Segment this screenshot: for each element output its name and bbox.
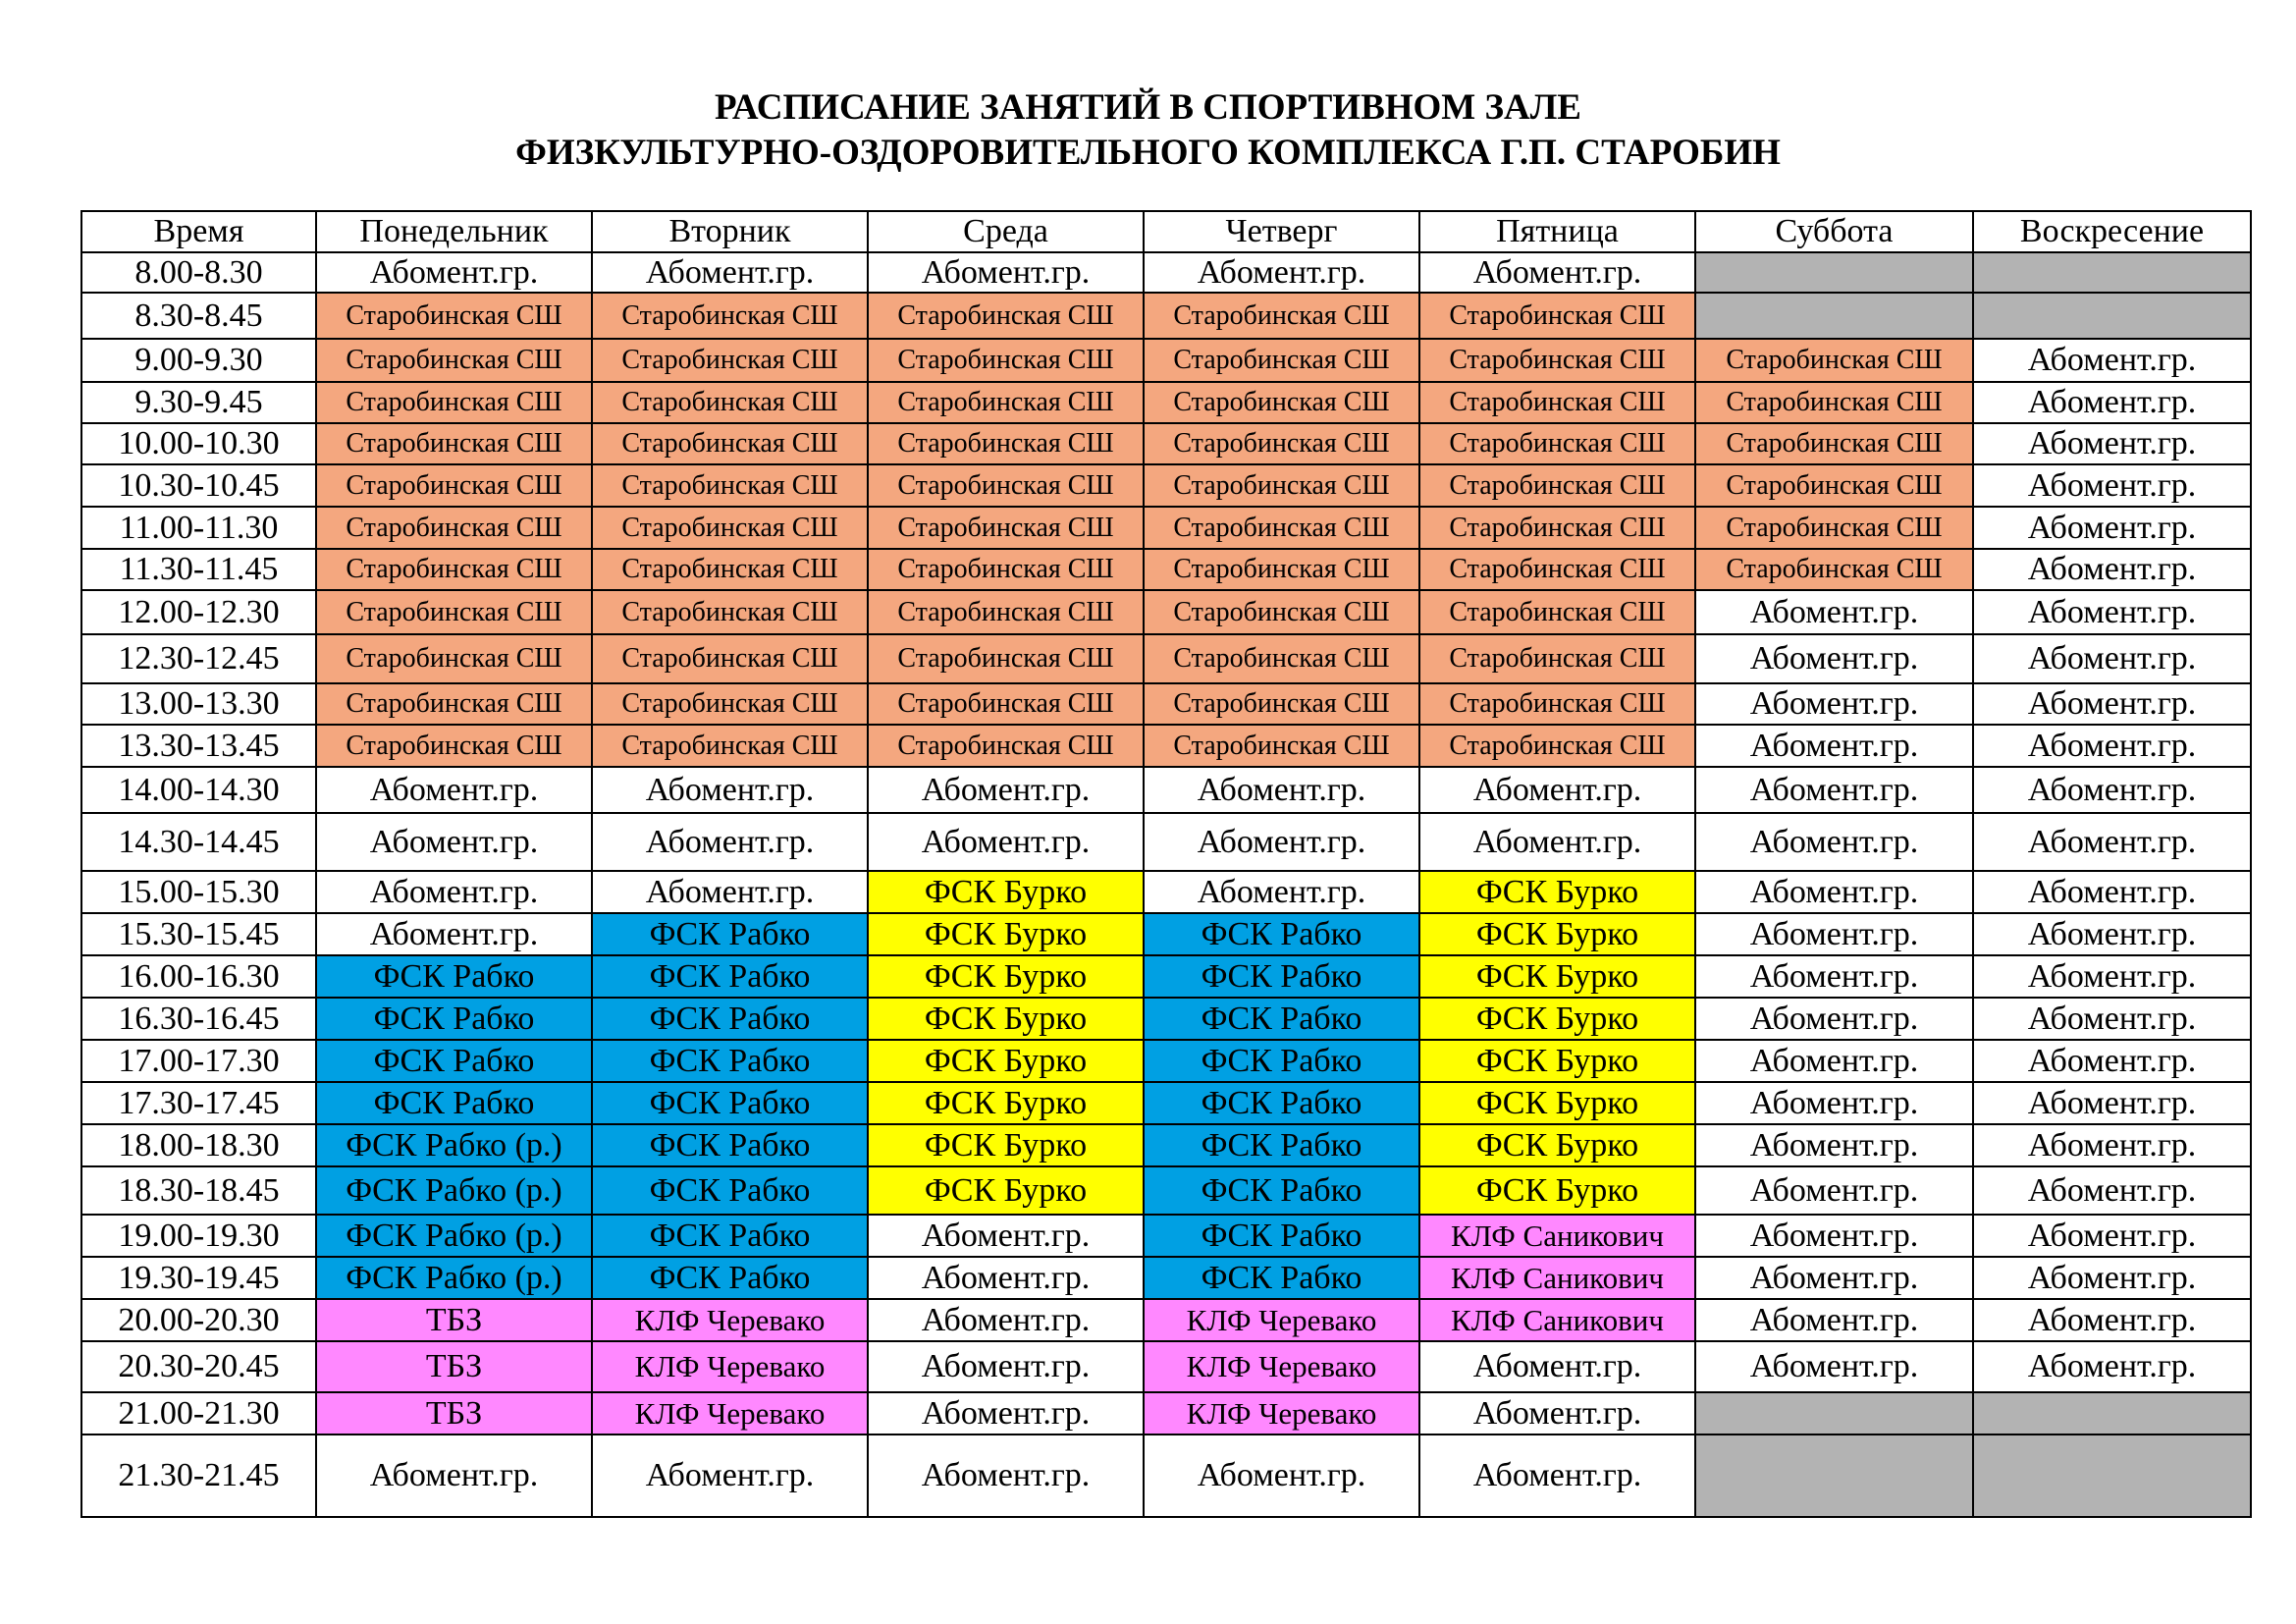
wednesday-session-cell: Абомент.гр. [868, 1215, 1144, 1257]
table-row [81, 1299, 2251, 1341]
monday-session-cell: ФСК Рабко [316, 1040, 592, 1082]
thursday-session-cell: Старобинская СШ [1144, 683, 1419, 725]
saturday-session-cell: Абомент.гр. [1695, 871, 1973, 913]
thursday-session-cell: Старобинская СШ [1144, 382, 1419, 423]
time-slot-cell: 12.30-12.45 [81, 634, 316, 683]
time-slot-cell: 14.00-14.30 [81, 767, 316, 813]
sunday-session-cell: Абомент.гр. [1973, 683, 2251, 725]
thursday-session-cell: ФСК Рабко [1144, 1040, 1419, 1082]
sunday-session-cell: Абомент.гр. [1973, 634, 2251, 683]
sunday-session-cell: Абомент.гр. [1973, 590, 2251, 634]
thursday-session-cell: Старобинская СШ [1144, 423, 1419, 464]
schedule-body [81, 252, 2251, 1517]
sunday-session-cell [1973, 252, 2251, 293]
friday-session-cell: Старобинская СШ [1419, 382, 1695, 423]
sunday-session-cell: Абомент.гр. [1973, 1040, 2251, 1082]
wednesday-session-cell: ФСК Бурко [868, 1166, 1144, 1215]
sunday-session-cell: Абомент.гр. [1973, 725, 2251, 767]
saturday-session-cell: Старобинская СШ [1695, 382, 1973, 423]
thursday-session-cell: ФСК Рабко [1144, 1124, 1419, 1166]
saturday-session-cell: Абомент.гр. [1695, 725, 1973, 767]
table-row [81, 1392, 2251, 1435]
saturday-session-cell: Абомент.гр. [1695, 634, 1973, 683]
thursday-session-cell: Старобинская СШ [1144, 549, 1419, 590]
friday-session-cell: Абомент.гр. [1419, 1341, 1695, 1392]
monday-session-cell: Старобинская СШ [316, 293, 592, 339]
monday-session-cell: Старобинская СШ [316, 507, 592, 549]
monday-session-cell: Абомент.гр. [316, 913, 592, 955]
friday-session-cell: Старобинская СШ [1419, 423, 1695, 464]
sunday-session-cell: Абомент.гр. [1973, 955, 2251, 998]
header-monday: Понедельник [316, 211, 592, 252]
time-slot-cell: 20.30-20.45 [81, 1341, 316, 1392]
monday-session-cell: ФСК Рабко [316, 955, 592, 998]
sunday-session-cell: Абомент.гр. [1973, 913, 2251, 955]
wednesday-session-cell: Старобинская СШ [868, 725, 1144, 767]
wednesday-session-cell: Абомент.гр. [868, 252, 1144, 293]
time-slot-cell: 11.30-11.45 [81, 549, 316, 590]
tuesday-session-cell: ФСК Рабко [592, 1166, 868, 1215]
tuesday-session-cell: Старобинская СШ [592, 339, 868, 382]
tuesday-session-cell: ФСК Рабко [592, 913, 868, 955]
time-slot-cell: 20.00-20.30 [81, 1299, 316, 1341]
thursday-session-cell: Старобинская СШ [1144, 590, 1419, 634]
friday-session-cell: Старобинская СШ [1419, 507, 1695, 549]
tuesday-session-cell: Абомент.гр. [592, 1435, 868, 1517]
friday-session-cell: Абомент.гр. [1419, 252, 1695, 293]
tuesday-session-cell: Абомент.гр. [592, 871, 868, 913]
thursday-session-cell: ФСК Рабко [1144, 1166, 1419, 1215]
monday-session-cell: Абомент.гр. [316, 871, 592, 913]
monday-session-cell: Абомент.гр. [316, 767, 592, 813]
tuesday-session-cell: Абомент.гр. [592, 252, 868, 293]
friday-session-cell: ФСК Бурко [1419, 998, 1695, 1040]
wednesday-session-cell: ФСК Бурко [868, 871, 1144, 913]
wednesday-session-cell: Абомент.гр. [868, 1341, 1144, 1392]
table-row [81, 813, 2251, 871]
friday-session-cell: Абомент.гр. [1419, 1435, 1695, 1517]
saturday-session-cell: Старобинская СШ [1695, 339, 1973, 382]
thursday-session-cell: КЛФ Черевако [1144, 1341, 1419, 1392]
time-slot-cell: 12.00-12.30 [81, 590, 316, 634]
table-row [81, 725, 2251, 767]
table-row [81, 634, 2251, 683]
tuesday-session-cell: ФСК Рабко [592, 1215, 868, 1257]
monday-session-cell: Старобинская СШ [316, 549, 592, 590]
table-row [81, 464, 2251, 507]
wednesday-session-cell: ФСК Бурко [868, 1040, 1144, 1082]
monday-session-cell: ТБЗ [316, 1392, 592, 1435]
time-slot-cell: 15.30-15.45 [81, 913, 316, 955]
tuesday-session-cell: Старобинская СШ [592, 507, 868, 549]
time-slot-cell: 21.00-21.30 [81, 1392, 316, 1435]
time-slot-cell: 18.00-18.30 [81, 1124, 316, 1166]
saturday-session-cell: Абомент.гр. [1695, 1040, 1973, 1082]
sunday-session-cell [1973, 1435, 2251, 1517]
thursday-session-cell: Абомент.гр. [1144, 252, 1419, 293]
saturday-session-cell: Абомент.гр. [1695, 767, 1973, 813]
tuesday-session-cell: Старобинская СШ [592, 725, 868, 767]
tuesday-session-cell: ФСК Рабко [592, 998, 868, 1040]
thursday-session-cell: КЛФ Черевако [1144, 1299, 1419, 1341]
thursday-session-cell: Старобинская СШ [1144, 725, 1419, 767]
tuesday-session-cell: ФСК Рабко [592, 1124, 868, 1166]
tuesday-session-cell: Старобинская СШ [592, 464, 868, 507]
header-thursday: Четверг [1144, 211, 1419, 252]
thursday-session-cell: ФСК Рабко [1144, 1257, 1419, 1299]
wednesday-session-cell: Старобинская СШ [868, 549, 1144, 590]
table-row [81, 1166, 2251, 1215]
thursday-session-cell: ФСК Рабко [1144, 1082, 1419, 1124]
table-row [81, 293, 2251, 339]
schedule-table [80, 210, 2252, 1518]
saturday-session-cell [1695, 1435, 1973, 1517]
tuesday-session-cell: ФСК Рабко [592, 955, 868, 998]
saturday-session-cell: Абомент.гр. [1695, 1257, 1973, 1299]
saturday-session-cell: Абомент.гр. [1695, 955, 1973, 998]
table-row [81, 252, 2251, 293]
saturday-session-cell: Абомент.гр. [1695, 1299, 1973, 1341]
saturday-session-cell: Абомент.гр. [1695, 1124, 1973, 1166]
thursday-session-cell: ФСК Рабко [1144, 998, 1419, 1040]
table-row [81, 913, 2251, 955]
tuesday-session-cell: Абомент.гр. [592, 813, 868, 871]
time-slot-cell: 16.00-16.30 [81, 955, 316, 998]
saturday-session-cell [1695, 293, 1973, 339]
table-row [81, 507, 2251, 549]
wednesday-session-cell: Старобинская СШ [868, 423, 1144, 464]
thursday-session-cell: Абомент.гр. [1144, 813, 1419, 871]
thursday-session-cell: ФСК Рабко [1144, 955, 1419, 998]
time-slot-cell: 19.00-19.30 [81, 1215, 316, 1257]
wednesday-session-cell: Старобинская СШ [868, 293, 1144, 339]
sunday-session-cell: Абомент.гр. [1973, 1299, 2251, 1341]
friday-session-cell: ФСК Бурко [1419, 1082, 1695, 1124]
tuesday-session-cell: Старобинская СШ [592, 549, 868, 590]
time-slot-cell: 9.00-9.30 [81, 339, 316, 382]
sunday-session-cell: Абомент.гр. [1973, 1257, 2251, 1299]
thursday-session-cell: Старобинская СШ [1144, 293, 1419, 339]
sunday-session-cell: Абомент.гр. [1973, 1341, 2251, 1392]
time-slot-cell: 8.30-8.45 [81, 293, 316, 339]
saturday-session-cell: Абомент.гр. [1695, 1341, 1973, 1392]
sunday-session-cell: Абомент.гр. [1973, 871, 2251, 913]
saturday-session-cell: Абомент.гр. [1695, 913, 1973, 955]
saturday-session-cell: Старобинская СШ [1695, 464, 1973, 507]
monday-session-cell: Абомент.гр. [316, 252, 592, 293]
friday-session-cell: ФСК Бурко [1419, 1124, 1695, 1166]
table-row [81, 998, 2251, 1040]
saturday-session-cell [1695, 252, 1973, 293]
table-row [81, 767, 2251, 813]
sunday-session-cell: Абомент.гр. [1973, 423, 2251, 464]
table-row [81, 1341, 2251, 1392]
time-slot-cell: 17.00-17.30 [81, 1040, 316, 1082]
monday-session-cell: Старобинская СШ [316, 725, 592, 767]
friday-session-cell: ФСК Бурко [1419, 913, 1695, 955]
sunday-session-cell: Абомент.гр. [1973, 1124, 2251, 1166]
schedule-title-line-1: РАСПИСАНИЕ ЗАНЯТИЙ В СПОРТИВНОМ ЗАЛЕ [715, 87, 1581, 128]
time-slot-cell: 13.00-13.30 [81, 683, 316, 725]
time-slot-cell: 10.00-10.30 [81, 423, 316, 464]
sunday-session-cell: Абомент.гр. [1973, 382, 2251, 423]
friday-session-cell: КЛФ Саникович [1419, 1257, 1695, 1299]
monday-session-cell: Старобинская СШ [316, 423, 592, 464]
saturday-session-cell: Абомент.гр. [1695, 998, 1973, 1040]
monday-session-cell: ТБЗ [316, 1341, 592, 1392]
table-row [81, 1082, 2251, 1124]
time-slot-cell: 11.00-11.30 [81, 507, 316, 549]
saturday-session-cell: Старобинская СШ [1695, 549, 1973, 590]
wednesday-session-cell: Старобинская СШ [868, 634, 1144, 683]
monday-session-cell: ФСК Рабко [316, 1082, 592, 1124]
table-row [81, 549, 2251, 590]
sunday-session-cell: Абомент.гр. [1973, 998, 2251, 1040]
wednesday-session-cell: Абомент.гр. [868, 1435, 1144, 1517]
thursday-session-cell: Старобинская СШ [1144, 634, 1419, 683]
tuesday-session-cell: Абомент.гр. [592, 767, 868, 813]
time-slot-cell: 14.30-14.45 [81, 813, 316, 871]
friday-session-cell: КЛФ Саникович [1419, 1215, 1695, 1257]
sunday-session-cell: Абомент.гр. [1973, 1082, 2251, 1124]
wednesday-session-cell: Старобинская СШ [868, 683, 1144, 725]
friday-session-cell: ФСК Бурко [1419, 1166, 1695, 1215]
wednesday-session-cell: Абомент.гр. [868, 1392, 1144, 1435]
friday-session-cell: Старобинская СШ [1419, 634, 1695, 683]
sunday-session-cell: Абомент.гр. [1973, 813, 2251, 871]
tuesday-session-cell: Старобинская СШ [592, 634, 868, 683]
table-row [81, 590, 2251, 634]
thursday-session-cell: Абомент.гр. [1144, 1435, 1419, 1517]
thursday-session-cell: Старобинская СШ [1144, 507, 1419, 549]
monday-session-cell: Старобинская СШ [316, 339, 592, 382]
friday-session-cell: Абомент.гр. [1419, 767, 1695, 813]
header-friday: Пятница [1419, 211, 1695, 252]
tuesday-session-cell: КЛФ Черевако [592, 1392, 868, 1435]
table-row [81, 955, 2251, 998]
wednesday-session-cell: Абомент.гр. [868, 1299, 1144, 1341]
time-slot-cell: 10.30-10.45 [81, 464, 316, 507]
header-tuesday: Вторник [592, 211, 868, 252]
thursday-session-cell: ФСК Рабко [1144, 913, 1419, 955]
sunday-session-cell [1973, 293, 2251, 339]
monday-session-cell: Старобинская СШ [316, 464, 592, 507]
table-row [81, 423, 2251, 464]
monday-session-cell: Старобинская СШ [316, 683, 592, 725]
time-slot-cell: 16.30-16.45 [81, 998, 316, 1040]
sunday-session-cell: Абомент.гр. [1973, 339, 2251, 382]
tuesday-session-cell: КЛФ Черевако [592, 1341, 868, 1392]
header-sunday: Воскресение [1973, 211, 2251, 252]
wednesday-session-cell: ФСК Бурко [868, 955, 1144, 998]
friday-session-cell: ФСК Бурко [1419, 1040, 1695, 1082]
time-slot-cell: 13.30-13.45 [81, 725, 316, 767]
sunday-session-cell: Абомент.гр. [1973, 767, 2251, 813]
friday-session-cell: Старобинская СШ [1419, 590, 1695, 634]
monday-session-cell: ФСК Рабко (р.) [316, 1257, 592, 1299]
wednesday-session-cell: Абомент.гр. [868, 767, 1144, 813]
thursday-session-cell: ФСК Рабко [1144, 1215, 1419, 1257]
header-saturday: Суббота [1695, 211, 1973, 252]
time-slot-cell: 19.30-19.45 [81, 1257, 316, 1299]
friday-session-cell: Старобинская СШ [1419, 683, 1695, 725]
monday-session-cell: ФСК Рабко [316, 998, 592, 1040]
table-row [81, 382, 2251, 423]
friday-session-cell: Старобинская СШ [1419, 339, 1695, 382]
friday-session-cell: Абомент.гр. [1419, 813, 1695, 871]
monday-session-cell: Старобинская СШ [316, 634, 592, 683]
table-row [81, 1257, 2251, 1299]
header-time: Время [81, 211, 316, 252]
table-row [81, 1435, 2251, 1517]
sunday-session-cell: Абомент.гр. [1973, 464, 2251, 507]
table-row [81, 683, 2251, 725]
wednesday-session-cell: Абомент.гр. [868, 1257, 1144, 1299]
sunday-session-cell: Абомент.гр. [1973, 1215, 2251, 1257]
header-row [81, 211, 2251, 252]
wednesday-session-cell: Старобинская СШ [868, 464, 1144, 507]
time-slot-cell: 15.00-15.30 [81, 871, 316, 913]
monday-session-cell: ФСК Рабко (р.) [316, 1166, 592, 1215]
table-row [81, 871, 2251, 913]
header-wednesday: Среда [868, 211, 1144, 252]
table-row [81, 1215, 2251, 1257]
friday-session-cell: Абомент.гр. [1419, 1392, 1695, 1435]
time-slot-cell: 21.30-21.45 [81, 1435, 316, 1517]
thursday-session-cell: КЛФ Черевако [1144, 1392, 1419, 1435]
wednesday-session-cell: ФСК Бурко [868, 998, 1144, 1040]
thursday-session-cell: Абомент.гр. [1144, 767, 1419, 813]
saturday-session-cell: Абомент.гр. [1695, 1166, 1973, 1215]
wednesday-session-cell: ФСК Бурко [868, 913, 1144, 955]
thursday-session-cell: Старобинская СШ [1144, 464, 1419, 507]
monday-session-cell: Абомент.гр. [316, 1435, 592, 1517]
saturday-session-cell: Старобинская СШ [1695, 423, 1973, 464]
monday-session-cell: ФСК Рабко (р.) [316, 1124, 592, 1166]
monday-session-cell: Старобинская СШ [316, 590, 592, 634]
saturday-session-cell: Абомент.гр. [1695, 1082, 1973, 1124]
tuesday-session-cell: Старобинская СШ [592, 683, 868, 725]
sunday-session-cell: Абомент.гр. [1973, 549, 2251, 590]
friday-session-cell: КЛФ Саникович [1419, 1299, 1695, 1341]
wednesday-session-cell: Старобинская СШ [868, 339, 1144, 382]
table-row [81, 339, 2251, 382]
friday-session-cell: Старобинская СШ [1419, 293, 1695, 339]
wednesday-session-cell: ФСК Бурко [868, 1082, 1144, 1124]
time-slot-cell: 17.30-17.45 [81, 1082, 316, 1124]
tuesday-session-cell: Старобинская СШ [592, 382, 868, 423]
table-row [81, 1124, 2251, 1166]
tuesday-session-cell: Старобинская СШ [592, 293, 868, 339]
saturday-session-cell: Абомент.гр. [1695, 683, 1973, 725]
tuesday-session-cell: Старобинская СШ [592, 423, 868, 464]
time-slot-cell: 8.00-8.30 [81, 252, 316, 293]
wednesday-session-cell: Старобинская СШ [868, 590, 1144, 634]
friday-session-cell: ФСК Бурко [1419, 871, 1695, 913]
friday-session-cell: ФСК Бурко [1419, 955, 1695, 998]
saturday-session-cell: Старобинская СШ [1695, 507, 1973, 549]
wednesday-session-cell: ФСК Бурко [868, 1124, 1144, 1166]
monday-session-cell: ФСК Рабко (р.) [316, 1215, 592, 1257]
thursday-session-cell: Абомент.гр. [1144, 871, 1419, 913]
monday-session-cell: Абомент.гр. [316, 813, 592, 871]
saturday-session-cell: Абомент.гр. [1695, 590, 1973, 634]
monday-session-cell: ТБЗ [316, 1299, 592, 1341]
sunday-session-cell: Абомент.гр. [1973, 507, 2251, 549]
saturday-session-cell: Абомент.гр. [1695, 813, 1973, 871]
friday-session-cell: Старобинская СШ [1419, 725, 1695, 767]
wednesday-session-cell: Старобинская СШ [868, 382, 1144, 423]
wednesday-session-cell: Старобинская СШ [868, 507, 1144, 549]
tuesday-session-cell: Старобинская СШ [592, 590, 868, 634]
tuesday-session-cell: КЛФ Черевако [592, 1299, 868, 1341]
thursday-session-cell: Старобинская СШ [1144, 339, 1419, 382]
tuesday-session-cell: ФСК Рабко [592, 1082, 868, 1124]
table-row [81, 1040, 2251, 1082]
friday-session-cell: Старобинская СШ [1419, 549, 1695, 590]
time-slot-cell: 9.30-9.45 [81, 382, 316, 423]
saturday-session-cell: Абомент.гр. [1695, 1215, 1973, 1257]
monday-session-cell: Старобинская СШ [316, 382, 592, 423]
wednesday-session-cell: Абомент.гр. [868, 813, 1144, 871]
sunday-session-cell: Абомент.гр. [1973, 1166, 2251, 1215]
schedule-title-line-2: ФИЗКУЛЬТУРНО-ОЗДОРОВИТЕЛЬНОГО КОМПЛЕКСА Г.П. СТАРОБИН [515, 133, 1781, 173]
friday-session-cell: Старобинская СШ [1419, 464, 1695, 507]
saturday-session-cell [1695, 1392, 1973, 1435]
tuesday-session-cell: ФСК Рабко [592, 1040, 868, 1082]
sunday-session-cell [1973, 1392, 2251, 1435]
tuesday-session-cell: ФСК Рабко [592, 1257, 868, 1299]
time-slot-cell: 18.30-18.45 [81, 1166, 316, 1215]
